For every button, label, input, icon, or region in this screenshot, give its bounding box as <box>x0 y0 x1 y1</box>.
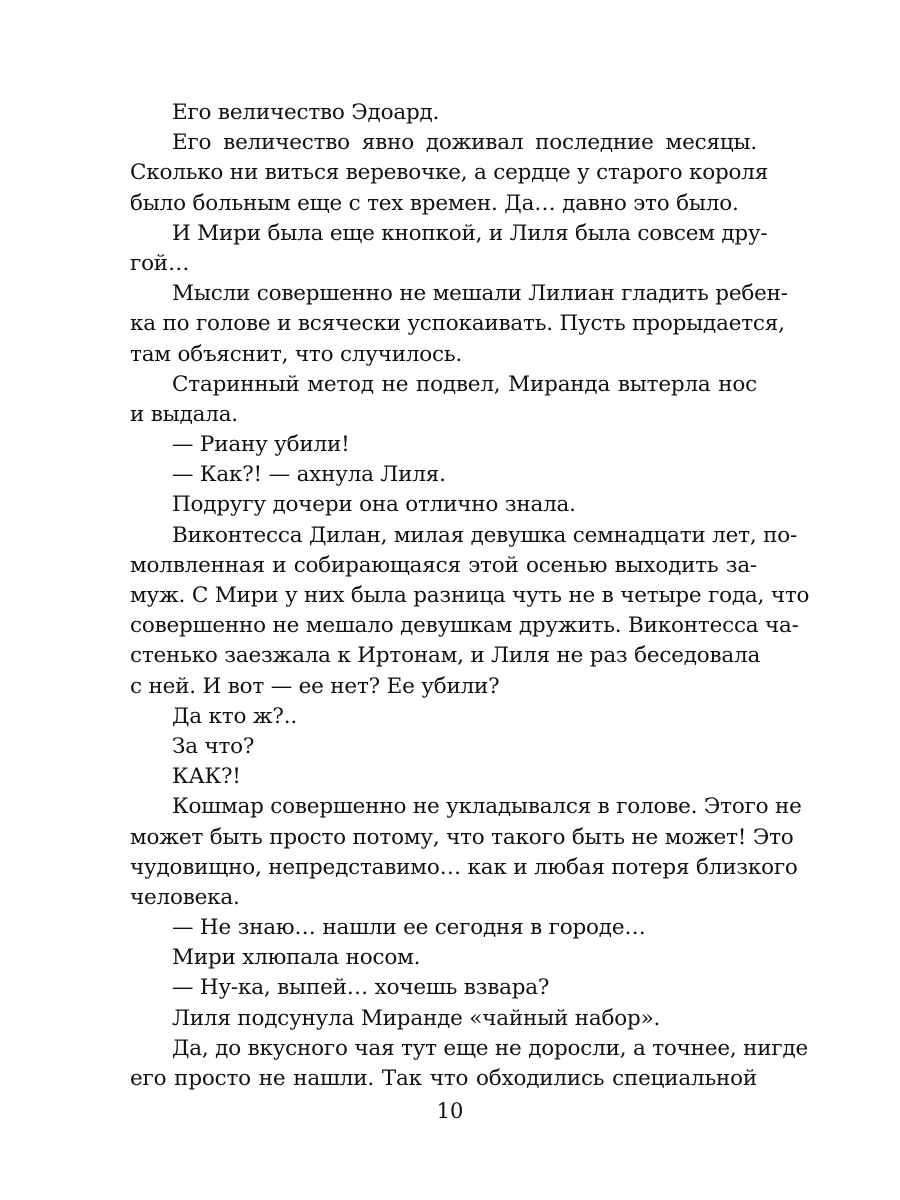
text-line: ка по голове и всячески успокаивать. Пусть прорыдается, <box>130 311 785 337</box>
text-line: и выдала. <box>130 401 238 427</box>
text-line: Его величество Эдоард. <box>172 100 440 125</box>
text-line: КАК?! <box>172 764 241 790</box>
text-line: Подругу дочери она отлично знала. <box>172 492 576 518</box>
text-line: — Риану убили! <box>172 432 350 458</box>
text-line: — Ну-ка, выпей… хочешь взвара? <box>172 975 550 1001</box>
text-line: — Как?! — ахнула Лиля. <box>172 462 446 488</box>
text-line: За что? <box>172 733 255 759</box>
text-line: может быть просто потому, что такого быть не может! Это <box>130 824 794 850</box>
text-line: Старинный метод не подвел, Миранда вытерла нос <box>172 371 757 397</box>
text-line: стенько заезжала к Иртонам, и Лиля не раз беседовала <box>130 643 761 669</box>
text-line: Кошмар совершенно не укладывался в голове. Этого не <box>172 794 802 820</box>
text-line: — Не знаю… нашли ее сегодня в городе… <box>172 915 646 941</box>
text-line: Виконтесса Дилан, милая девушка семнадцати лет, по- <box>172 522 798 548</box>
page-text <box>130 98 810 1094</box>
text-line: было больным еще с тех времен. Да… давно это было. <box>130 190 739 216</box>
text-line: с ней. И вот — ее нет? Ее убили? <box>130 673 500 699</box>
page-number: 10 <box>436 1099 464 1123</box>
text-line: И Мири была еще кнопкой, и Лиля была совсем дру- <box>172 220 768 246</box>
text-line: Да, до вкусного чая тут еще не доросли, а точнее, нигде <box>172 1035 809 1061</box>
text-line: чудовищно, непредставимо… как и любая потеря близкого <box>130 854 798 880</box>
text-line: Лиля подсунула Миранде «чайный набор». <box>172 1005 661 1031</box>
text-line: человека. <box>130 884 240 910</box>
text-line: Сколько ни виться веревочке, а сердце у старого короля <box>130 160 769 186</box>
text-line: гой… <box>130 250 190 276</box>
text-line: молвленная и собирающаяся этой осенью выходить за- <box>130 552 757 578</box>
text-line: совершенно не мешало девушкам дружить. Виконтесса ча- <box>130 613 799 639</box>
text-line: там объяснит, что случилось. <box>130 341 463 367</box>
text-line: Мири хлюпала носом. <box>172 945 421 971</box>
text-line: Мысли совершенно не мешали Лилиан гладить ребен- <box>172 281 788 307</box>
text-line: муж. С Мири у них была разница чуть не в четыре года, что <box>130 583 810 608</box>
text-line: Его величество явно доживал последние месяцы. <box>172 130 757 156</box>
text-line: Да кто ж?.. <box>172 703 298 729</box>
text-line: его просто не нашли. Так что обходились специальной <box>130 1066 757 1091</box>
